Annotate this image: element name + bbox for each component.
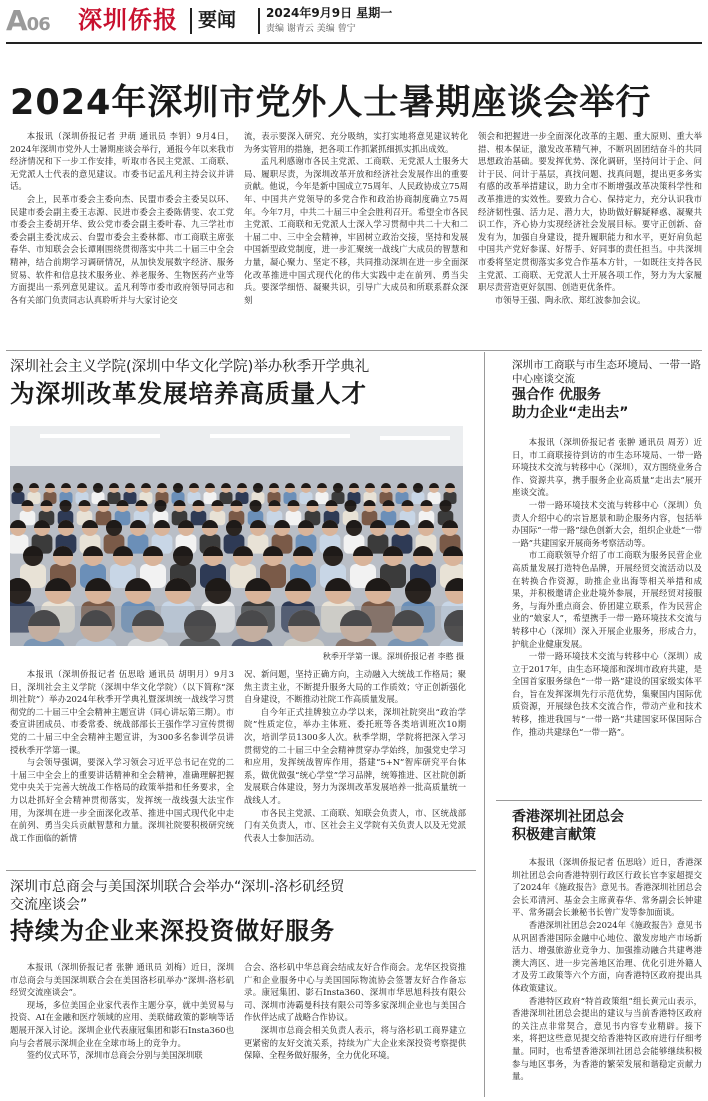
article2-headline: 为深圳改革发展培养高质量人才	[10, 379, 367, 408]
article1-column-1	[10, 130, 234, 350]
masthead	[0, 0, 708, 44]
article4-body	[512, 436, 702, 798]
masthead-divider	[190, 8, 192, 34]
article-paragraph: 自今年正式挂牌独立办学以来，深圳社院突出“政治学院”性质定位，举办主体班、委托班等各类培训班次10期次，培训学员1300多人次。秋季学期，学院将把深入学习贯彻党的二十届三中全会精神贯穿办学始终，加强党史学习和应用，发挥统战智库作用，搭建“5+N”智库研究平台体系，做优做强“统心学堂”学习品牌，统筹推进、区社院创新发展联合体建设，努力为深圳改革发展培养一批高质量统一战线人才。	[244, 706, 466, 805]
article-paragraph: 本报讯（深圳侨报记者 张翀 通讯员 周芳）近日，市工商联接待到访的市生态环境局、一带一路环境技术交流与转移中心（深圳），双方围绕业务合作、资源共享，携手服务企业高质量“走出去”展开座谈交流。	[512, 437, 702, 498]
issue-date: 2024年9月9日 星期一	[266, 6, 393, 20]
section-divider	[6, 350, 702, 351]
article-paragraph: 合会、洛杉矶中华总商会结成友好合作商会。龙华区投资推广和企业服务中心与美国国际物流协会签署友好合作备忘录。康冠集团、影石Insta360、深圳市华思旭科技有限公司、深圳市涛霸曼科技有限公司等多家深圳企业也与美国合作伙伴达成了战略合作协议。	[244, 962, 466, 1023]
classroom-photo-illustration	[10, 426, 463, 646]
article-paragraph: 一带一路环境技术交流与转移中心（深圳）成立于2017年，由生态环境部和深圳市政府共建，是全国首家服务绿色“一带一路”建设的国家级实体平台，旨在发挥深圳先行示范优势，集聚国内国际优质资源，开展绿色技术交流合作，带动产业和技术转移，推进我国与“一带一路”共建国家环保国际合作，推动共建绿色“一带一路”。	[512, 651, 702, 737]
classroom-photo	[10, 426, 463, 646]
article-paragraph: 本报讯（深圳侨报记者 伍思晗 通讯员 胡明月）9月3日，深圳社会主义学院（深圳中华文化学院）（以下简称“深圳社院”）举办2024年秋季开学典礼暨深圳统一战线学习贯彻党的二十届三中全会精神主题宣讲（同心讲坛第三期）。市委宣讲团成员、市委常委、统战部部长王强作学习宣传贯彻党的二十届三中全会精神主题宣讲，为300多名参训学员讲授秋季开学第一课。	[10, 669, 234, 755]
article-paragraph: 市领导王强、陶永欣、郑红波参加会议。	[494, 294, 646, 305]
article4-headline-line-2: 助力企业“走出去”	[512, 405, 629, 421]
paper-logo: 深圳侨报	[78, 5, 178, 34]
photo-caption: 秋季开学第一课。深圳侨报记者 李憨 摄	[322, 652, 464, 661]
article2-column-2	[244, 668, 466, 868]
article4-headline-line-1: 强合作 优服务	[512, 387, 601, 403]
article2-column-1	[10, 668, 234, 868]
article1-column-3	[478, 130, 702, 350]
masthead-rule	[6, 42, 702, 44]
article-paragraph: 与会领导强调，要深入学习领会习近平总书记在党的二十届三中全会上的重要讲话精神和全会精神，准确理解把握党中央关于完善大统战工作格局的政策举措和任务要求，全力以赴抓好全会精神贯彻落实，发挥统一战线强大法宝作用，为深圳在进一步全面深化改革、推进中国式现代化中走在前列、勇当尖兵贡献智慧和力量。深圳社院要积极研究统战工作面临的新情	[10, 757, 234, 843]
article5-body	[512, 856, 702, 1096]
article5-headline-line-1: 香港深圳社团总会	[512, 809, 624, 825]
article-paragraph: 本报讯（深圳侨报记者 尹萌 通讯员 李钥）9月4日，2024年深圳市党外人士暑期座谈会举行，通报今年以来我市经济情况和下一步工作安排，听取市各民主党派、工商联、无党派人士代表的意见建议。市委书记孟凡利主持会议并讲话。	[10, 131, 234, 192]
article5-headline-line-2: 积极建言献策	[512, 827, 596, 843]
article3-kicker-line-2: 交流座谈会”	[10, 897, 88, 913]
article3-headline: 持续为企业来深投资做好服务	[10, 917, 335, 945]
article1-column-2	[244, 130, 468, 350]
headline-main: 2024年深圳市党外人士暑期座谈会举行	[10, 83, 652, 123]
article-paragraph: 流，表示要深入研究、充分吸纳，实打实地将意见建议转化为务实管用的措施，把各项工作抓紧抓细抓实抓出成效。	[244, 131, 468, 154]
section-divider	[496, 800, 702, 801]
article-paragraph: 会上，民革市委会主委向杰、民盟市委会主委吴以环、民建市委会副主委王志源、民进市委会主委陈倩雯、农工党市委会主委胡开华、致公党市委会副主委叶春、九三学社市委会副主委沈成云、台盟市委会主委林都、市工商联主席张春华、市知联会会长谭刚围绕贯彻落实中共二十届三中全会精神，结合前期学习调研情况，从加快发展数字经济、服务贸易、软件和信息技术服务业、养老服务、生物医药产业等方面提出一系列意见建议。孟凡利等市委市政府领导同志和各有关部门负责同志认真聆听并与大家讨论交	[10, 193, 234, 305]
article-paragraph: 本报讯（深圳侨报记者 张翀 通讯员 刘梅）近日，深圳市总商会与美国深圳联合会在美国洛杉矶举办“深圳-洛杉矶经贸交流座谈会”。	[10, 962, 234, 998]
article-paragraph: 深圳市总商会相关负责人表示，将与洛杉矶工商界建立更紧密的友好交流关系，持续为广大企业来深投资考察提供保障、全程务做好服务，全力优化环境。	[244, 1024, 466, 1061]
masthead-divider	[258, 8, 260, 34]
article-paragraph: 本报讯（深圳侨报记者 伍思晗）近日，香港深圳社团总会向香港特别行政区行政长官李家超提交了2024年《施政报告》意见书。香港深圳社团总会会长邓清河、基金会主席黄春华、常务副会长钟建平、常务副会长兼秘书长曾广发等参加面谈。	[512, 857, 702, 918]
article-paragraph: 孟凡利感谢市各民主党派、工商联、无党派人士服务大局、履职尽责，为深圳改革开放和经济社会发展作出的重要贡献。他说，今年是新中国成立75周年、人民政协成立75周年、中国共产党领导的多党合作和政治协商制度确立75周年。今年7月，中共二十届三中全会胜利召开。希望全市各民主党派、工商联和无党派人士深入学习贯彻中共二十大和二十届二中、三中全会精神，牢固树立政治交接，坚持和发展中国新型政党制度，进一步汇聚统一战线广大成员的智慧和力量，凝心聚力、坚定不移，共同推动深圳在进一步全面深化改革推进中国式现代化的伟大实践中走在前列、勇当尖兵。要深学细悟、凝聚共识，引导广大成员和所联系群众深刻	[244, 156, 468, 305]
article-paragraph: 香港特区政府“特首政策组”组长黄元山表示，香港深圳社团总会提出的建议与当前香港特区政府的关注点非常契合，意见书内容专业精辟。接下来，将把这些意见提交给香港特区政府进行仔细考量。同时，也希望香港深圳社团总会能够继续积极参与地区事务，为香港的繁荣发展和谐稳定贡献力量。	[512, 995, 702, 1082]
article-paragraph: 现场，多位美国企业家代表作主题分享，就中美贸易与投资、AI在金融和医疗领域的应用、美联储政策的影响等话题展开深入讨论。深圳企业代表康冠集团和影石Insta360也向与会者展示深圳企业在全球市场上的竞争力。	[10, 999, 234, 1048]
article-paragraph: 市各民主党派、工商联、知联会负责人，市、区统战部门有关负责人，市、区社会主义学院有关负责人以及无党派代表人士参加活动。	[244, 807, 466, 843]
article3-column-2	[244, 961, 466, 1095]
section-name: 要闻	[198, 9, 237, 31]
audience-member-body	[316, 492, 329, 504]
article2-kicker: 深圳社会主义学院(深圳中华文化学院)举办秋季开学典礼	[10, 359, 370, 375]
article-paragraph: 领会和把握进一步全面深化改革的主题、重大原则、重大举措、根本保证，激发改革精气神，不断巩固团结奋斗的共同思想政治基础。要发挥优势、深化调研，坚持问计于企、问计于民、问计于基层，真找问题、找真问题，提出更多务实有感的改革举措建议，助力全市不断增强改革决策科学性和改革推进的实效性。要致力合心、保持定力，充分认识我市经济韧性强、活力足、潜力大，协助做好解疑释惑、凝聚共识工作，齐心协力实现经济社会发展目标。要守正创新、奋发有为，加强自身建设，提升履职能力和水平，更好肩负起中国共产党好参谋、好帮手、好同事的责任担当。中共深圳市委将坚定贯彻落实多党合作基本方针，一如既往支持各民主党派、工商联、无党派人士开展各项工作，努力为大家履职尽责营造更好氛围、创造更优条件。	[478, 131, 702, 293]
editors-credit: 责编 谢青云 美编 曾宁	[266, 24, 356, 34]
page-number: A06	[6, 4, 50, 37]
section-divider	[6, 870, 476, 871]
article-paragraph: 香港深圳社团总会2024年《施政报告》意见书从巩固香港国际金融中心地位、激发房地产市场新活力、增强旅游业竞争力、加强推动融合共建粤港澳大湾区、进一步完善地区治理、优化引进外籍人才及劳工政策等六个方面，向香港特区政府提出具体政策建议。	[512, 919, 702, 993]
article-paragraph: 签约仪式环节，深圳市总商会分别与美国深圳联	[26, 1050, 203, 1061]
article-paragraph: 况、新问题，坚持正确方向，主动融入大统战工作格局；聚焦主责主业，不断提升服务大局的工作质效；守正创新强化自身建设，不断推动社院工作高质量发展。	[244, 669, 466, 705]
article4-kicker-text: 深圳市工商联与市生态环境局、一带一路中心座谈交流	[512, 359, 701, 385]
article-paragraph: 市工商联领导介绍了市工商联为服务民营企业高质量发展打造特色品牌，开展经贸交流活动以及在转换合作资源，助推企业出海等相关举措和成果，并积极邀请企业赴境外参展，开展经贸对接服务，与海外重点商会、侨团建立联系，作为民营企业的“娘家人”，希望携手一带一路环境技术交流与转移中心（深圳）深入开展企业服务，形成合力，护航企业健康发展。	[512, 550, 702, 649]
article4-kicker	[512, 358, 702, 386]
audience-member-body	[12, 492, 25, 504]
article3-kicker: 深圳市总商会与美国深圳联合会举办“深圳-洛杉矶经贸	[10, 879, 345, 895]
article3-column-1	[10, 961, 234, 1095]
column-divider	[484, 352, 485, 1097]
article-paragraph: 一带一路环境技术交流与转移中心（深圳）负责人介绍中心的宗旨愿景和助企服务内容，包括举办国际“一带一路”绿色创新大会，组织企业赴“一带一路”共建国家开展商务考察活动等。	[512, 499, 702, 548]
